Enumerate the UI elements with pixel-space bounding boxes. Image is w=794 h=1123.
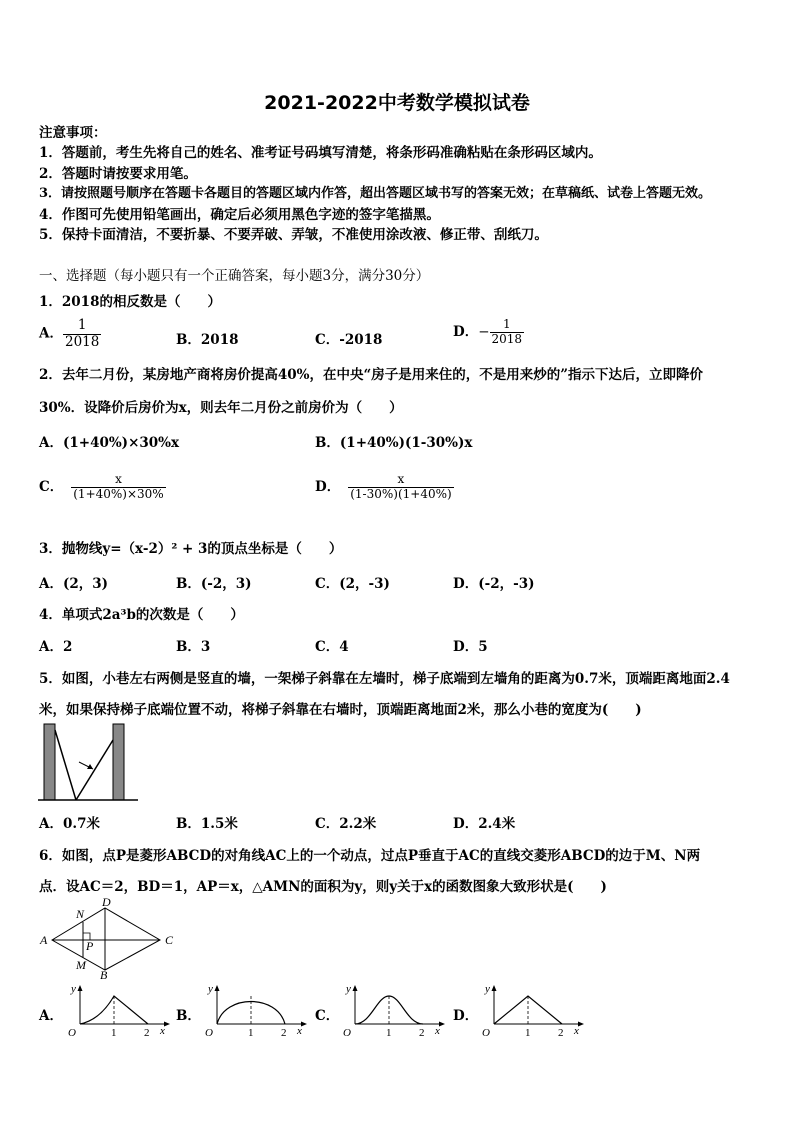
left-wall [44,724,55,800]
graph-d [476,980,586,1042]
question-2-line1: 2．去年二月份，某房地产商将房价提高40%，在中央“房子是用来住的，不是用来炒的”指示下达后，立即降价 [39,367,704,383]
function-curve [80,996,148,1024]
axis-label-x: x [435,1025,440,1037]
ladder-right [76,740,113,800]
tick-1: 1 [525,1027,531,1039]
page-title: 2021-2022中考数学模拟试卷 [264,92,530,114]
origin-label: O [68,1027,76,1039]
tick-1: 1 [111,1027,117,1039]
note-item: 4．作图可先使用铅笔画出，确定后必须用黑色字迹的签字笔描黑。 [39,207,440,223]
y-axis-arrow-icon [492,985,497,991]
label-d: D [102,896,111,909]
q3-option-a: A．(2，3) [39,576,109,592]
tick-2: 2 [281,1027,287,1039]
question-5-line1: 5．如图，小巷左右两侧是竖直的墙，一架梯子斜靠在左墙时，梯子底端到左墙角的距离为0.7米，顶端距离地面2.4 [39,671,730,687]
label-m: M [76,958,86,972]
x-axis-arrow-icon [578,1022,584,1027]
question-1-stem: 1．2018的相反数是（ ） [39,294,221,310]
function-curve [355,996,423,1024]
question-4-stem: 4．单项式2a³b的次数是（ ） [39,607,244,623]
function-curve [494,996,562,1024]
note-item: 2．答题时请按要求用笔。 [39,166,197,182]
label-b: B [100,968,108,980]
label-c: C [165,933,174,947]
q5-option-b: B．1.5米 [176,816,238,832]
tick-2: 2 [558,1027,564,1039]
x-axis-arrow-icon [439,1022,445,1027]
graph-b [199,980,309,1042]
q4-option-b: B．3 [176,639,211,655]
question-6-line1: 6．如图，点P是菱形ABCD的对角线AC上的一个动点，过点P垂直于AC的直线交菱形ABCD的边于M、N两 [39,848,701,864]
right-wall [113,724,124,800]
q1-option-c: C．-2018 [315,332,383,348]
x-axis-arrow-icon [301,1022,307,1027]
question-5-line2: 米，如果保持梯子底端位置不动，将梯子斜靠在右墙时，顶端距离地面2米，那么小巷的宽度为( ) [39,702,642,718]
axis-label-y: y [485,983,490,995]
tick-1: 1 [386,1027,392,1039]
q1-option-b: B．2018 [176,332,239,348]
y-axis-arrow-icon [78,985,83,991]
q3-option-c: C．(2，-3) [315,576,390,592]
q4-option-c: C．4 [315,639,349,655]
q2-option-d: D． $\frac{x}{(1-30\%)(1+40\%)}$ [315,472,452,501]
q6-option-c: C． [315,1008,340,1024]
axis-label-x: x [297,1025,302,1037]
rhombus-figure [36,896,186,980]
alley-ladder-figure [38,722,142,804]
axis-label-x: x [574,1025,579,1037]
q3-option-d: D．(-2，-3) [453,576,535,592]
y-axis-arrow-icon [215,985,220,991]
q6-option-b: B． [176,1008,201,1024]
tick-2: 2 [419,1027,425,1039]
origin-label: O [205,1027,213,1039]
question-3-stem: 3．抛物线y=（x-2）² + 3的顶点坐标是（ ） [39,541,343,557]
axis-label-y: y [208,983,213,995]
note-item: 3．请按照题号顺序在答题卡各题目的答题区域内作答，超出答题区域书写的答案无效；在草稿纸、试卷上答题无效。 [39,186,712,201]
q5-option-c: C．2.2米 [315,816,377,832]
label-p: P [86,939,94,953]
q1-option-d: D．− $\frac{1}{2018}$ [453,317,523,346]
question-2-line2: 30%．设降价后房价为x，则去年二月份之前房价为（ ） [39,400,403,416]
q3-option-b: B．(-2，3) [176,576,252,592]
q6-option-d: D． [453,1008,479,1024]
origin-label: O [343,1027,351,1039]
note-item: 5．保持卡面清洁，不要折暴、不要弄破、弄皱，不准使用涂改液、修正带、刮纸刀。 [39,227,548,243]
q2-option-a: A．(1+40%)×30%x [39,435,180,451]
ladder-left [55,730,76,800]
q2-option-b: B．(1+40%)(1-30%)x [315,435,473,451]
q2-option-c: C． $\frac{x}{(1+40\%)\times 30\%}$ [39,472,164,501]
label-a: A [40,933,48,947]
axis-label-y: y [71,983,76,995]
rhombus-abcd [52,908,160,970]
q5-option-d: D．2.4米 [453,816,516,832]
tick-1: 1 [248,1027,254,1039]
notes-heading: 注意事项： [39,125,107,141]
q4-option-a: A．2 [39,639,73,655]
x-axis-arrow-icon [164,1022,170,1027]
origin-label: O [482,1027,490,1039]
axis-label-y: y [346,983,351,995]
q1-option-a: A． $\frac{1}{2018}$ [39,317,100,350]
axis-label-x: x [160,1025,165,1037]
y-axis-arrow-icon [353,985,358,991]
note-item: 1．答题前，考生先将自己的姓名、准考证号码填写清楚，将条形码准确粘贴在条形码区域内。 [39,145,602,161]
q4-option-d: D．5 [453,639,488,655]
graph-c [337,980,447,1042]
section-heading: 一、选择题（每小题只有一个正确答案，每小题3分，满分30分） [39,268,430,284]
q6-option-a: A． [39,1008,63,1024]
graph-a [62,980,172,1042]
question-6-line2: 点．设AC＝2，BD＝1，AP＝x，△AMN的面积为y，则y关于x的函数图象大致形状是( ) [39,879,607,895]
tick-2: 2 [144,1027,150,1039]
q5-option-a: A．0.7米 [39,816,100,832]
label-n: N [76,907,85,921]
